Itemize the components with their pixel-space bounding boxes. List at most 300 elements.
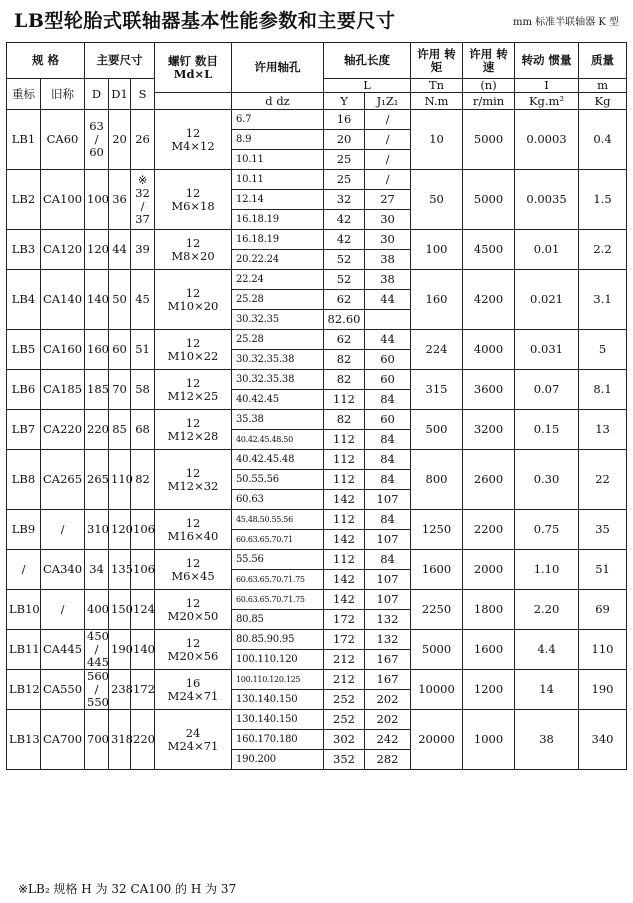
cell-length-Y: 42 <box>324 230 365 250</box>
cell-inertia: 0.75 <box>515 510 579 550</box>
cell-length-J1Z1 <box>365 310 411 330</box>
cell-length-Y: 172 <box>324 610 365 630</box>
cell-new-std: LB10 <box>7 590 41 630</box>
cell-torque: 160 <box>411 270 463 330</box>
header-I: I <box>515 79 579 93</box>
cell-D1: 135 <box>109 550 131 590</box>
header-unit-torque: N.m <box>411 93 463 110</box>
cell-length-J1Z1: 84 <box>365 430 411 450</box>
cell-length-J1Z1: 167 <box>365 670 411 690</box>
cell-S: 124 <box>131 590 155 630</box>
cell-new-std: LB4 <box>7 270 41 330</box>
cell-inertia: 0.0003 <box>515 110 579 170</box>
cell-shaft-hole: 22.24 <box>232 270 324 290</box>
header-unit-mass: Kg <box>579 93 627 110</box>
cell-old-name: CA100 <box>41 170 85 230</box>
bolt-size: M4×12 <box>171 138 215 153</box>
cell-length-J1Z1: 107 <box>365 590 411 610</box>
header-m: m <box>579 79 627 93</box>
cell-inertia: 14 <box>515 670 579 710</box>
cell-bolts <box>155 330 232 370</box>
bolt-count: 12 <box>185 375 201 390</box>
cell-old-name: CA340 <box>41 550 85 590</box>
cell-mass: 69 <box>579 590 627 630</box>
table-row <box>7 330 627 350</box>
cell-length-J1Z1: 167 <box>365 650 411 670</box>
cell-length-Y: 82 <box>324 410 365 430</box>
cell-length-J1Z1: / <box>365 150 411 170</box>
cell-length-J1Z1: 44 <box>365 290 411 310</box>
cell-length-Y: 112 <box>324 390 365 410</box>
cell-length-Y: 82 <box>324 350 365 370</box>
cell-speed: 1200 <box>463 670 515 710</box>
cell-mass: 35 <box>579 510 627 550</box>
header-shaft-length: 轴孔长度 <box>324 43 411 79</box>
bolt-size: M20×56 <box>167 648 219 663</box>
cell-length-Y: 42 <box>324 210 365 230</box>
cell-length-J1Z1: / <box>365 130 411 150</box>
cell-torque: 500 <box>411 410 463 450</box>
bolt-count: 12 <box>185 555 201 570</box>
cell-inertia: 0.0035 <box>515 170 579 230</box>
bolt-size: M12×28 <box>167 428 219 443</box>
cell-length-J1Z1: 107 <box>365 490 411 510</box>
cell-shaft-hole: 12.14 <box>232 190 324 210</box>
bolt-count: 12 <box>185 595 201 610</box>
cell-length-J1Z1: / <box>365 110 411 130</box>
cell-bolts <box>155 110 232 170</box>
cell-length-Y: 212 <box>324 650 365 670</box>
cell-length-J1Z1: 84 <box>365 450 411 470</box>
cell-D1: 85 <box>109 410 131 450</box>
cell-torque: 800 <box>411 450 463 510</box>
cell-torque: 1600 <box>411 550 463 590</box>
header-unit-speed: r/min <box>463 93 515 110</box>
cell-inertia: 0.07 <box>515 370 579 410</box>
cell-shaft-hole: 130.140.150 <box>232 690 324 710</box>
cell-D1: 36 <box>109 170 131 230</box>
cell-speed: 2200 <box>463 510 515 550</box>
cell-mass: 3.1 <box>579 270 627 330</box>
cell-old-name: / <box>41 590 85 630</box>
cell-old-name: CA185 <box>41 370 85 410</box>
cell-torque: 5000 <box>411 630 463 670</box>
cell-speed: 3200 <box>463 410 515 450</box>
header-mass: 质量 <box>579 43 627 79</box>
bolt-size: M16×40 <box>167 528 219 543</box>
cell-D1: 318 <box>109 710 131 770</box>
cell-new-std: LB5 <box>7 330 41 370</box>
cell-shaft-hole: 25.28 <box>232 330 324 350</box>
table-body <box>7 43 627 770</box>
bolt-size: M20×50 <box>167 608 219 623</box>
cell-length-J1Z1: 242 <box>365 730 411 750</box>
cell-shaft-hole: 60.63 <box>232 490 324 510</box>
cell-length-J1Z1: 84 <box>365 510 411 530</box>
table-row <box>7 270 627 290</box>
cell-speed: 4000 <box>463 330 515 370</box>
page-subtitle: mm 标准半联轴器 K 型 <box>513 17 619 28</box>
table-row <box>7 550 627 570</box>
cell-shaft-hole: 30.32.35.38 <box>232 350 324 370</box>
cell-D: 450 / 445 <box>85 630 109 670</box>
cell-old-name: CA140 <box>41 270 85 330</box>
table-row <box>7 230 627 250</box>
table-row <box>7 630 627 650</box>
cell-length-Y: 25 <box>324 170 365 190</box>
cell-shaft-hole: 55.56 <box>232 550 324 570</box>
cell-inertia: 2.20 <box>515 590 579 630</box>
cell-shaft-hole: 8.9 <box>232 130 324 150</box>
cell-old-name: CA220 <box>41 410 85 450</box>
cell-D: 63 / 60 <box>85 110 109 170</box>
cell-shaft-hole: 40.42.45 <box>232 390 324 410</box>
cell-old-name: CA550 <box>41 670 85 710</box>
header-main-dims: 主要尺寸 <box>85 43 155 79</box>
cell-old-name: / <box>41 510 85 550</box>
cell-D1: 20 <box>109 110 131 170</box>
cell-old-name: CA265 <box>41 450 85 510</box>
bolt-size: M10×22 <box>167 348 219 363</box>
cell-new-std: LB3 <box>7 230 41 270</box>
header-unit-inertia: Kg.m² <box>515 93 579 110</box>
bolt-size: M12×32 <box>167 478 219 493</box>
bolt-size: M12×25 <box>167 388 219 403</box>
cell-torque: 1250 <box>411 510 463 550</box>
cell-length-J1Z1: 84 <box>365 390 411 410</box>
bolt-count: 16 <box>185 675 201 690</box>
cell-speed: 3600 <box>463 370 515 410</box>
bolt-size: M10×20 <box>167 298 219 313</box>
cell-bolts <box>155 630 232 670</box>
header-Y: Y <box>324 93 365 110</box>
cell-D1: 70 <box>109 370 131 410</box>
table-row <box>7 110 627 130</box>
cell-bolts <box>155 590 232 630</box>
cell-D: 160 <box>85 330 109 370</box>
cell-length-Y: 52 <box>324 270 365 290</box>
bolt-size: M8×20 <box>171 248 215 263</box>
cell-shaft-hole: 20.22.24 <box>232 250 324 270</box>
cell-mass: 51 <box>579 550 627 590</box>
cell-shaft-hole: 160.170.180 <box>232 730 324 750</box>
cell-length-J1Z1: / <box>365 170 411 190</box>
cell-torque: 10000 <box>411 670 463 710</box>
bolt-count: 12 <box>185 635 201 650</box>
header-n: (n) <box>463 79 515 93</box>
table-row <box>7 370 627 390</box>
cell-length-J1Z1: 202 <box>365 710 411 730</box>
cell-shaft-hole: 190.200 <box>232 750 324 770</box>
cell-length-Y: 82.60 <box>324 310 365 330</box>
table-row <box>7 510 627 530</box>
cell-speed: 4500 <box>463 230 515 270</box>
cell-shaft-hole: 80.85 <box>232 610 324 630</box>
cell-length-J1Z1: 132 <box>365 630 411 650</box>
cell-old-name: CA700 <box>41 710 85 770</box>
table-row <box>7 410 627 430</box>
cell-speed: 2600 <box>463 450 515 510</box>
cell-mass: 13 <box>579 410 627 450</box>
header-new-std: 重标 <box>7 79 41 110</box>
cell-inertia: 0.031 <box>515 330 579 370</box>
cell-new-std: LB13 <box>7 710 41 770</box>
cell-D1: 238 <box>109 670 131 710</box>
cell-shaft-hole: 40.42.45.48 <box>232 450 324 470</box>
cell-S: ※ 32 / 37 <box>131 170 155 230</box>
cell-torque: 10 <box>411 110 463 170</box>
cell-length-Y: 302 <box>324 730 365 750</box>
cell-length-J1Z1: 38 <box>365 250 411 270</box>
cell-D1: 50 <box>109 270 131 330</box>
cell-inertia: 1.10 <box>515 550 579 590</box>
header-inertia: 转动 惯量 <box>515 43 579 79</box>
cell-speed: 1600 <box>463 630 515 670</box>
cell-torque: 50 <box>411 170 463 230</box>
cell-shaft-hole: 16.18.19 <box>232 210 324 230</box>
cell-length-Y: 16 <box>324 110 365 130</box>
cell-length-Y: 252 <box>324 690 365 710</box>
cell-bolts <box>155 230 232 270</box>
cell-length-J1Z1: 38 <box>365 270 411 290</box>
cell-S: 51 <box>131 330 155 370</box>
cell-shaft-hole: 60.63.65.70.71 <box>232 530 324 550</box>
cell-new-std: LB7 <box>7 410 41 450</box>
cell-speed: 5000 <box>463 110 515 170</box>
cell-length-J1Z1: 60 <box>365 350 411 370</box>
cell-D1: 60 <box>109 330 131 370</box>
cell-D: 700 <box>85 710 109 770</box>
cell-inertia: 0.01 <box>515 230 579 270</box>
bolt-count: 12 <box>185 185 201 200</box>
header-torque: 许用 转矩 <box>411 43 463 79</box>
cell-length-J1Z1: 27 <box>365 190 411 210</box>
cell-mass: 0.4 <box>579 110 627 170</box>
cell-length-Y: 142 <box>324 530 365 550</box>
bolt-size: M6×45 <box>171 568 215 583</box>
cell-length-Y: 112 <box>324 470 365 490</box>
cell-new-std: LB1 <box>7 110 41 170</box>
header-bolt-unit <box>155 93 232 110</box>
header-bolts: 螺钉 数目 Md×L <box>155 43 232 93</box>
cell-S: 172 <box>131 670 155 710</box>
cell-length-Y: 112 <box>324 450 365 470</box>
cell-length-J1Z1: 282 <box>365 750 411 770</box>
cell-shaft-hole: 100.110.120 <box>232 650 324 670</box>
cell-length-Y: 62 <box>324 290 365 310</box>
cell-mass: 2.2 <box>579 230 627 270</box>
cell-speed: 2000 <box>463 550 515 590</box>
cell-length-Y: 112 <box>324 430 365 450</box>
cell-mass: 5 <box>579 330 627 370</box>
table-row <box>7 670 627 690</box>
cell-shaft-hole: 130.140.150 <box>232 710 324 730</box>
cell-speed: 1000 <box>463 710 515 770</box>
cell-new-std: LB11 <box>7 630 41 670</box>
cell-bolts <box>155 370 232 410</box>
cell-bolts <box>155 450 232 510</box>
cell-mass: 190 <box>579 670 627 710</box>
cell-shaft-hole: 30.32.35 <box>232 310 324 330</box>
cell-S: 58 <box>131 370 155 410</box>
cell-torque: 2250 <box>411 590 463 630</box>
cell-mass: 340 <box>579 710 627 770</box>
bolt-count: 12 <box>185 125 201 140</box>
cell-torque: 315 <box>411 370 463 410</box>
cell-bolts <box>155 710 232 770</box>
cell-length-Y: 82 <box>324 370 365 390</box>
cell-inertia: 0.15 <box>515 410 579 450</box>
cell-length-J1Z1: 107 <box>365 530 411 550</box>
header-Tn: Tn <box>411 79 463 93</box>
cell-length-Y: 142 <box>324 590 365 610</box>
bolt-size: M6×18 <box>171 198 215 213</box>
cell-S: 82 <box>131 450 155 510</box>
cell-length-J1Z1: 30 <box>365 230 411 250</box>
cell-D: 185 <box>85 370 109 410</box>
page-title: LB型轮胎式联轴器基本性能参数和主要尺寸 <box>14 10 396 32</box>
cell-torque: 224 <box>411 330 463 370</box>
bolt-count: 12 <box>185 335 201 350</box>
cell-length-Y: 252 <box>324 710 365 730</box>
cell-old-name: CA160 <box>41 330 85 370</box>
header-old-name: 旧称 <box>41 79 85 110</box>
table-row <box>7 590 627 610</box>
header-S: S <box>131 79 155 110</box>
cell-shaft-hole: 60.63.65.70.71.75 <box>232 570 324 590</box>
cell-speed: 4200 <box>463 270 515 330</box>
cell-length-J1Z1: 84 <box>365 550 411 570</box>
cell-bolts <box>155 670 232 710</box>
cell-shaft-hole: 10.11 <box>232 170 324 190</box>
header-spec: 规 格 <box>7 43 85 79</box>
cell-new-std: LB12 <box>7 670 41 710</box>
cell-bolts <box>155 510 232 550</box>
cell-shaft-hole: 10.11 <box>232 150 324 170</box>
cell-mass: 110 <box>579 630 627 670</box>
cell-shaft-hole: 50.55.56 <box>232 470 324 490</box>
cell-new-std: LB2 <box>7 170 41 230</box>
cell-length-Y: 32 <box>324 190 365 210</box>
cell-shaft-hole: 80.85.90.95 <box>232 630 324 650</box>
bolt-count: 12 <box>185 465 201 480</box>
bolt-count: 12 <box>185 235 201 250</box>
header-d-dz: d dz <box>232 93 324 110</box>
cell-length-J1Z1: 107 <box>365 570 411 590</box>
cell-mass: 1.5 <box>579 170 627 230</box>
cell-D: 400 <box>85 590 109 630</box>
cell-length-Y: 142 <box>324 490 365 510</box>
table-row <box>7 710 627 730</box>
cell-D: 560 / 550 <box>85 670 109 710</box>
cell-inertia: 0.021 <box>515 270 579 330</box>
cell-D1: 110 <box>109 450 131 510</box>
cell-S: 220 <box>131 710 155 770</box>
cell-D1: 44 <box>109 230 131 270</box>
cell-shaft-hole: 6.7 <box>232 110 324 130</box>
bolt-count: 24 <box>185 725 201 740</box>
cell-new-std: LB9 <box>7 510 41 550</box>
cell-length-Y: 25 <box>324 150 365 170</box>
bolt-count: 12 <box>185 515 201 530</box>
cell-bolts <box>155 550 232 590</box>
cell-speed: 1800 <box>463 590 515 630</box>
cell-torque: 20000 <box>411 710 463 770</box>
cell-mass: 8.1 <box>579 370 627 410</box>
cell-length-Y: 172 <box>324 630 365 650</box>
cell-length-J1Z1: 60 <box>365 410 411 430</box>
cell-length-Y: 52 <box>324 250 365 270</box>
cell-length-Y: 112 <box>324 510 365 530</box>
header-speed: 许用 转速 <box>463 43 515 79</box>
cell-new-std: LB8 <box>7 450 41 510</box>
cell-shaft-hole: 16.18.19 <box>232 230 324 250</box>
header-L: L <box>324 79 411 93</box>
cell-length-Y: 20 <box>324 130 365 150</box>
cell-length-J1Z1: 44 <box>365 330 411 350</box>
cell-D: 100 <box>85 170 109 230</box>
cell-length-Y: 112 <box>324 550 365 570</box>
cell-shaft-hole: 30.32.35.38 <box>232 370 324 390</box>
cell-length-J1Z1: 84 <box>365 470 411 490</box>
cell-S: 45 <box>131 270 155 330</box>
cell-S: 106 <box>131 550 155 590</box>
cell-length-J1Z1: 60 <box>365 370 411 390</box>
cell-shaft-hole: 25.28 <box>232 290 324 310</box>
cell-D1: 150 <box>109 590 131 630</box>
cell-shaft-hole: 100.110.120.125 <box>232 670 324 690</box>
cell-speed: 5000 <box>463 170 515 230</box>
cell-D: 34 <box>85 550 109 590</box>
cell-D: 120 <box>85 230 109 270</box>
cell-length-Y: 212 <box>324 670 365 690</box>
spec-table <box>6 42 627 770</box>
cell-length-J1Z1: 132 <box>365 610 411 630</box>
cell-inertia: 0.30 <box>515 450 579 510</box>
header-row-1 <box>7 43 627 79</box>
cell-length-J1Z1: 30 <box>365 210 411 230</box>
cell-inertia: 38 <box>515 710 579 770</box>
header-J1Z1: J₁Z₁ <box>365 93 411 110</box>
cell-S: 140 <box>131 630 155 670</box>
cell-shaft-hole: 40.42.45.48.50 <box>232 430 324 450</box>
footnote: ※LB₂ 规格 H 为 32 CA100 的 H 为 37 <box>18 882 237 896</box>
cell-length-Y: 352 <box>324 750 365 770</box>
cell-S: 26 <box>131 110 155 170</box>
header-shaft-hole: 许用轴孔 <box>232 43 324 93</box>
cell-bolts <box>155 170 232 230</box>
cell-length-Y: 62 <box>324 330 365 350</box>
bolt-size: M24×71 <box>167 688 219 703</box>
cell-S: 106 <box>131 510 155 550</box>
cell-D: 140 <box>85 270 109 330</box>
cell-torque: 100 <box>411 230 463 270</box>
cell-D: 265 <box>85 450 109 510</box>
cell-new-std: / <box>7 550 41 590</box>
bolt-count: 12 <box>185 415 201 430</box>
cell-old-name: CA120 <box>41 230 85 270</box>
cell-mass: 22 <box>579 450 627 510</box>
cell-length-Y: 142 <box>324 570 365 590</box>
cell-bolts <box>155 410 232 450</box>
cell-old-name: CA60 <box>41 110 85 170</box>
cell-shaft-hole: 45.48.50.55.56 <box>232 510 324 530</box>
cell-inertia: 4.4 <box>515 630 579 670</box>
cell-D: 220 <box>85 410 109 450</box>
cell-length-J1Z1: 202 <box>365 690 411 710</box>
cell-S: 39 <box>131 230 155 270</box>
table-row <box>7 170 627 190</box>
